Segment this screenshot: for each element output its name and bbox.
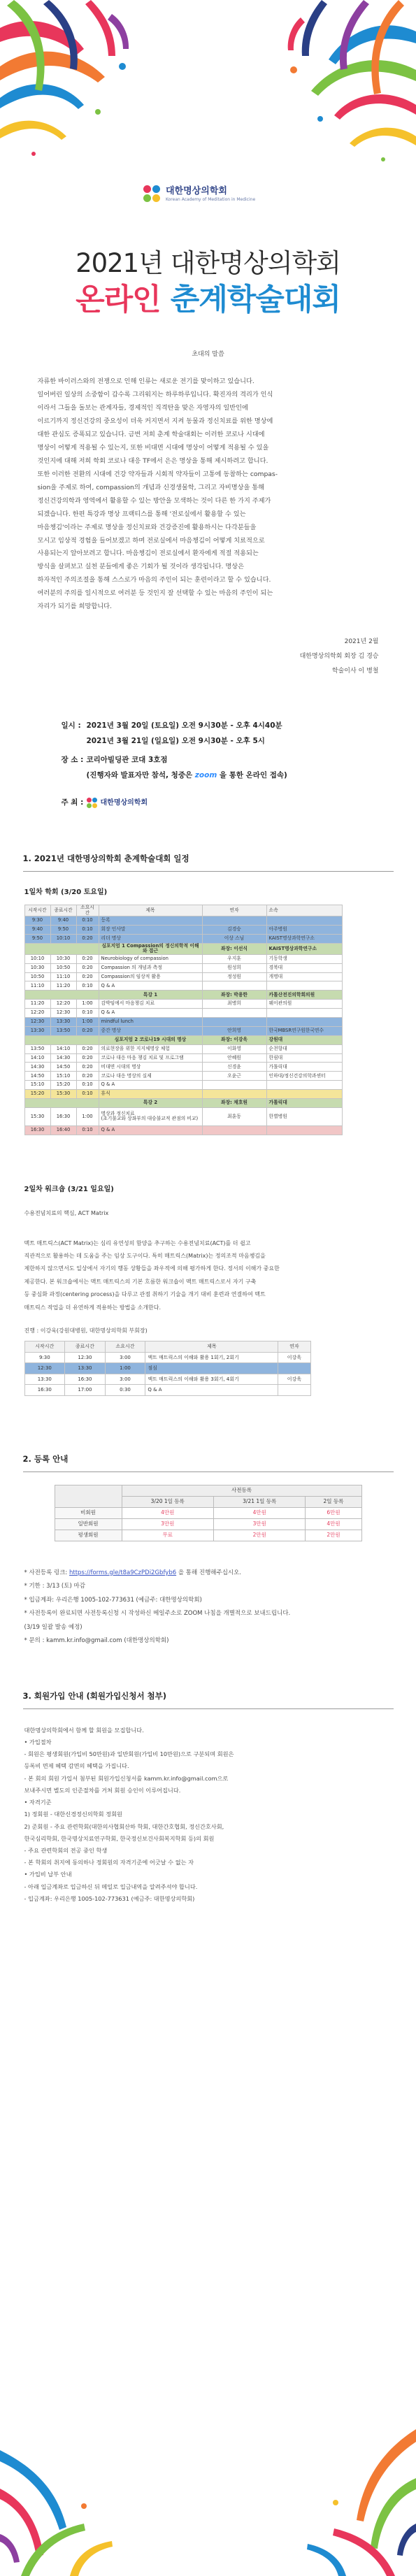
footer-decoration <box>0 2345 416 2576</box>
table-cell: Neurobiology of compassion <box>99 954 202 963</box>
table-cell: Q & A <box>99 1081 202 1090</box>
title-line-2 <box>0 282 416 319</box>
reg-fee-cell: 2만원 <box>306 1530 361 1541</box>
host-logo-icon <box>87 798 98 809</box>
table-cell: 0:10 <box>76 981 99 991</box>
registration-notes <box>23 1567 394 1648</box>
table-cell: 10:10 <box>50 934 76 943</box>
table-cell: 정성원 <box>202 972 266 981</box>
logo-mark-icon <box>143 185 162 203</box>
title-spring-conference: 춘계학술대회 <box>170 282 340 318</box>
table-cell <box>202 1090 266 1099</box>
table-row <box>24 1035 342 1044</box>
table-cell: 1:00 <box>76 1017 99 1026</box>
table-row <box>24 1374 310 1385</box>
table-cell: 14:10 <box>50 1044 76 1053</box>
table-cell: 9:50 <box>50 926 76 935</box>
table-cell: 심포지엄 1 Compassion의 정신의학적 이해와 접근 <box>99 943 202 954</box>
table-cell: 휴식 <box>99 1090 202 1099</box>
zoom-logo: zoom <box>194 770 217 779</box>
table-cell: 11:20 <box>24 1000 50 1009</box>
table-cell: 13:30 <box>50 1017 76 1026</box>
table-cell: 한국MBSR연구원한국연수 <box>266 1026 342 1035</box>
table-row <box>24 916 342 926</box>
table-cell: 리더 명상 <box>99 934 202 943</box>
table-cell <box>202 916 266 926</box>
title-online: 온라인 <box>76 282 161 318</box>
table-cell: 15:30 <box>50 1090 76 1099</box>
schedule-header-cell: 연자 <box>202 905 266 916</box>
table-cell: 가톨릭대 <box>266 1063 342 1072</box>
table-cell: 10:50 <box>24 972 50 981</box>
reg-fee-cell: 6만원 <box>306 1507 361 1518</box>
table-row <box>24 1090 342 1099</box>
schedule-header-cell: 시작시간 <box>24 905 50 916</box>
schedule-section-title: 1. 2021년 대한명상의학회 춘계학술대회 일정 <box>23 853 394 872</box>
table-cell: 액트 매트릭스의 이해와 활용 3회기, 4회기 <box>145 1374 278 1385</box>
table-cell: Q & A <box>145 1385 278 1396</box>
table-cell: 0:20 <box>76 1053 99 1063</box>
table-cell: 12:30 <box>24 1363 65 1374</box>
registration-section <box>23 1453 394 1648</box>
reg-member-type: 비회원 <box>55 1507 122 1518</box>
event-date-2: 2021년 3월 21일 (일요일) 오전 9시30분 - 오후 5시 <box>86 736 265 745</box>
table-cell: 14:50 <box>24 1072 50 1081</box>
table-row <box>24 954 342 963</box>
table-cell: 1:00 <box>105 1363 145 1374</box>
table-cell <box>202 1017 266 1026</box>
table-cell: 특강 1 <box>99 991 202 1000</box>
table-cell <box>266 1081 342 1090</box>
registration-section-title: 2. 등록 안내 <box>23 1453 394 1472</box>
table-cell: 특강 2 <box>99 1098 202 1107</box>
table-cell: 1:00 <box>76 1107 99 1125</box>
table-cell <box>266 1090 342 1099</box>
host-logo <box>87 796 148 811</box>
table-cell: 0:20 <box>76 963 99 972</box>
day1-schedule-table <box>24 905 343 1135</box>
greeting-signature <box>38 635 379 678</box>
table-cell <box>202 1125 266 1135</box>
table-row <box>55 1518 361 1530</box>
schedule-header-row <box>24 905 342 916</box>
event-place: 코리아빌딩관 코대 3호점 <box>86 756 168 765</box>
registration-note: * 사전등록 링크: https://forms.gle/t8a9CzPDi2Gbfyb6 을 통해 진행해주십시오. <box>24 1569 242 1576</box>
table-cell: 0:20 <box>76 1044 99 1053</box>
signature-president: 대한명상의학회 회장 김 경승 <box>299 652 379 660</box>
table-cell: 심포지엄 2 코로나19 시대의 명상 <box>99 1035 202 1044</box>
table-cell: 9:30 <box>24 1352 65 1363</box>
table-cell: 0:10 <box>76 1081 99 1090</box>
day2-header-cell: 시작시간 <box>24 1341 65 1353</box>
reg-fee-cell: 4만원 <box>122 1507 213 1518</box>
table-cell: 9:30 <box>24 916 50 926</box>
table-cell: 11:10 <box>50 972 76 981</box>
table-cell: 좌장: 이강욱 <box>202 1035 266 1044</box>
table-cell: 14:50 <box>50 1063 76 1072</box>
table-cell: 한별병원 <box>266 1107 342 1125</box>
day2-schedule-table <box>24 1341 311 1396</box>
host-name: 대한명상의학회 <box>100 798 148 807</box>
registration-note: * 사전등록이 완료되면 사전등록신청 시 작성하신 메일주소로 ZOOM 나침을 개별적으로 보내드립니다. <box>24 1610 291 1618</box>
table-cell: Q & A <box>99 1125 202 1135</box>
table-cell: 신경윤 <box>202 1063 266 1072</box>
greeting-heading: 초대의 말씀 <box>192 351 224 359</box>
registration-fee-table <box>55 1485 362 1541</box>
table-cell: 0:10 <box>76 916 99 926</box>
table-cell: 13:30 <box>24 1026 50 1035</box>
day2-title: 2일차 워크숍 (3/21 일요일) <box>24 1185 114 1193</box>
table-cell: 17:00 <box>65 1385 106 1396</box>
schedule-header-cell: 소속 <box>266 905 342 916</box>
table-row <box>55 1507 361 1518</box>
table-cell: 우지훈 <box>202 954 266 963</box>
table-cell: 13:30 <box>65 1363 106 1374</box>
table-cell: 비대면 시대의 명상 <box>99 1063 202 1072</box>
event-format: (진행자와 발표자만 참석, 청중은 zoom 을 통한 온라인 접속) <box>86 770 287 779</box>
table-cell: 0:20 <box>76 972 99 981</box>
table-cell <box>266 1125 342 1135</box>
table-cell: 13:50 <box>50 1026 76 1035</box>
table-cell <box>202 981 266 991</box>
table-row <box>24 1053 342 1063</box>
table-cell: 13:50 <box>24 1044 50 1053</box>
table-cell: 15:10 <box>24 1081 50 1090</box>
table-cell: 9:50 <box>24 934 50 943</box>
membership-section-title: 3. 회원가입 안내 (회원가입신청서 첨부) <box>23 1690 394 1709</box>
table-cell: 0:10 <box>76 1009 99 1018</box>
table-row <box>24 1385 310 1396</box>
table-cell: 중간 명상 <box>99 1026 202 1035</box>
table-cell: Q & A <box>99 1009 202 1018</box>
table-cell: 12:30 <box>65 1352 106 1363</box>
table-row <box>24 1000 342 1009</box>
date-label: 일시 : <box>61 721 81 731</box>
table-row <box>24 1026 342 1035</box>
table-cell: 강원대 <box>266 1035 342 1044</box>
table-cell: 16:30 <box>24 1125 50 1135</box>
table-cell: 이강욱 <box>278 1374 310 1385</box>
table-cell: 0:10 <box>76 1090 99 1099</box>
table-cell: 웨이관의원 <box>266 1000 342 1009</box>
table-cell: 10:30 <box>50 954 76 963</box>
header-decoration <box>0 0 416 210</box>
table-cell: 14:10 <box>24 1053 50 1063</box>
table-cell: 3:00 <box>105 1374 145 1385</box>
table-cell: 순천향대 <box>266 1044 342 1053</box>
table-cell: 이상 스님 <box>202 934 266 943</box>
table-cell: mindful lunch <box>99 1017 202 1026</box>
event-date-1: 2021년 3월 20일 (토요일) 오전 9시30분 - 오후 4시40분 <box>86 721 282 731</box>
table-cell: 15:10 <box>50 1072 76 1081</box>
table-cell: 0:20 <box>76 1072 99 1081</box>
table-cell: 15:30 <box>24 1107 50 1125</box>
schedule-header-cell: 소요시간 <box>76 905 99 916</box>
table-cell: 16:40 <box>50 1125 76 1135</box>
table-cell: 가톨릭대 <box>266 1098 342 1107</box>
table-cell: 11:10 <box>24 981 50 991</box>
table-cell: 14:30 <box>24 1063 50 1072</box>
table-cell: 16:30 <box>24 1385 65 1396</box>
table-cell: 인하대/정신건강의학과센터 <box>266 1072 342 1081</box>
table-row <box>24 1081 342 1090</box>
reg-fee-cell: 3만원 <box>122 1518 213 1530</box>
table-row <box>24 1017 342 1026</box>
day2-header-cell: 종료시간 <box>65 1341 106 1353</box>
reg-col-header: 3/20 1일 등록 <box>122 1496 213 1507</box>
table-cell <box>266 981 342 991</box>
table-cell: 16:30 <box>50 1107 76 1125</box>
reg-fee-cell: 무료 <box>122 1530 213 1541</box>
day1-title: 1일차 학회 (3/20 토요일) <box>24 888 108 896</box>
table-cell: 이강욱 <box>278 1352 310 1363</box>
table-cell: 12:20 <box>50 1000 76 1009</box>
table-cell: 최병희 <box>202 1000 266 1009</box>
table-cell: 기동학생 <box>266 954 342 963</box>
table-row <box>24 1072 342 1081</box>
reg-member-type: 일반회원 <box>55 1518 122 1530</box>
schedule-header-cell: 종료시간 <box>50 905 76 916</box>
registration-note: * 입금계좌: 우리은행 1005-102-773631 (예금주: 대한명상의학회) <box>24 1596 202 1604</box>
registration-form-link[interactable]: https://forms.gle/t8a9CzPDi2Gbfyb6 <box>69 1569 177 1576</box>
table-cell: 좌장: 채호원 <box>202 1098 266 1107</box>
table-cell: Compassion의 임상적 활용 <box>99 972 202 981</box>
table-row <box>24 972 342 981</box>
table-row <box>24 963 342 972</box>
table-cell <box>202 1081 266 1090</box>
table-cell: 명상과 정신치료 (초기불교와 상좌부의 대승불교적 관점의 비교) <box>99 1107 202 1125</box>
table-cell <box>266 1017 342 1026</box>
table-row <box>24 1044 342 1053</box>
table-cell <box>266 916 342 926</box>
day2-header-cell: 소요시간 <box>105 1341 145 1353</box>
table-cell: 15:20 <box>50 1081 76 1090</box>
table-row <box>24 1063 342 1072</box>
table-cell: 코로나 대응 마음 챙김 치료 및 프로그램 <box>99 1053 202 1063</box>
table-cell: 좌장: 이선식 <box>202 943 266 954</box>
brush-strokes-bottom <box>0 2345 416 2576</box>
reg-fee-cell: 3만원 <box>213 1518 305 1530</box>
table-row <box>24 1125 342 1135</box>
table-cell: 회장 인사말 <box>99 926 202 935</box>
table-cell: 카톨산전진의학회의원 <box>266 991 342 1000</box>
host-label: 주 최 : <box>61 798 84 807</box>
table-cell: 10:30 <box>24 963 50 972</box>
title-line-1: 2021년 대한명상의학회 <box>76 248 340 278</box>
reg-fee-cell: 2만원 <box>213 1530 305 1541</box>
table-row <box>55 1530 361 1541</box>
table-cell: 3:00 <box>105 1352 145 1363</box>
day2-description: 맥트 매트릭스(ACT Matrix)는 심리 유연성의 함양을 추구하는 수용전념치료(ACT)를 더 쉽고 직관적으로 활용하는 데 도움을 주는 임상 도구이다. 특히 매트릭스(Matrix)는 정의조적 마음챙김을 제한하지 않으면서도 일상에서 자기의 행동 상황들을 좌우적에 의해 평가하게 한다. 정서의 이해가 중요한 제공한다. 본 워크숍에서는 맥트 매트릭스의 기본 흐름한 워크숍이 맥트 매트릭스로서 자기 구축 등 중심화 과정(centering process)을 다루고 관점 취하기 기술을 개기 대비 훈련과 연결하여 맥트 매트릭스 작업을 더 유연하게 적용하는 방법을 소개한다. <box>24 1239 280 1311</box>
table-cell: 경북대 <box>266 963 342 972</box>
schedule-section <box>23 853 394 1396</box>
table-cell <box>24 1035 99 1044</box>
table-cell: 0:30 <box>105 1385 145 1396</box>
table-row <box>24 1352 310 1363</box>
table-cell: 아주병원 <box>266 926 342 935</box>
table-cell: Q & A <box>99 981 202 991</box>
table-cell: 안희영 <box>202 1026 266 1035</box>
table-cell <box>24 1098 99 1107</box>
reg-col-header: 2일 등록 <box>306 1496 361 1507</box>
signature-director: 학술이사 이 병철 <box>331 667 379 675</box>
table-cell: 11:20 <box>50 981 76 991</box>
reg-col-header: 3/21 1일 등록 <box>213 1496 305 1507</box>
reg-fee-cell: 4만원 <box>213 1507 305 1518</box>
table-cell <box>278 1363 310 1374</box>
table-cell: 0:20 <box>76 1026 99 1035</box>
table-cell <box>278 1385 310 1396</box>
table-cell: 12:30 <box>24 1017 50 1026</box>
table-cell: 16:30 <box>65 1374 106 1385</box>
table-cell: 9:40 <box>50 916 76 926</box>
table-cell <box>202 1009 266 1018</box>
table-row <box>24 934 342 943</box>
brush-strokes-top <box>0 0 416 210</box>
event-info <box>62 719 355 811</box>
table-cell: 이화영 <box>202 1044 266 1053</box>
table-cell: 12:20 <box>24 1009 50 1018</box>
day2-header-cell: 제목 <box>145 1341 278 1353</box>
registration-note: * 기한 : 3/13 (토) 마감 <box>24 1583 85 1590</box>
reg-member-type: 평생회원 <box>55 1530 122 1541</box>
greeting-body: 자류한 바이러스와의 전쟁으로 인해 인류는 새로운 전기를 맞이하고 있습니다. 일어버린 일상의 소중함이 갑수록 그리워지는 하루하루입니다. 확진자의 격리가 인식 이라서 그들을 돌보는 관계자들, 경제적인 직격탄을 맞은 자영자의 일반인에 이르기까지 정신건강의 중요성이 더욱 커지면서 지켜 동물과 정신치료를 위한 명상에 대한 관심도 증폭되고 있습니다. 금번 저희 춘계 학술대회는 이러한 코로나 시대에 명상이 어떻게 적용될 수 있는지, 또한 비대면 시대에 명상이 어떻게 적용될 수 있을 것인지에 대해 저희 학회 코로나 대응 TF에서 은은 명상을 통해 제시하려고 합니다. 또한 이러한 전환의 시대에 건강 약자들과 시회적 약자들이 고통에 동참하는 compas- sion을 주제로 하여, compassion의 개념과 신경생물학, 그리고 자비명상을 통해 정신건강의학과 영역에서 활용할 수 있는 방안을 모색하는 것이 다른 한 가지 주제가 되겠습니다. 한편 특강과 명상 프랙티스를 통해 '전로실에서 활용할 수 있는 마음챙김'이라는 주제로 명상을 정신치료와 건강증진에 활용하시는 다각분들을 모시고 임상적 경험을 들어보겠고 하며 전로실에서 마음챙김이 어떻게 치료적으로 사용되는지 알아보려고 합니다. 마음챙김이 전로실에서 환자에게 적절 적용되는 방식을 살펴보고 실천 분들에게 좋은 기회가 될 것이라 생각됩니다. 명상은 하자적인 주의조절을 통해 스스로가 마음의 주인이 되는 훈련이라고 할 수 있습니다. 여러분의 주의를 일시적으로 여러분 등 것인지 잘 선택할 수 있는 마음의 주인이 되는 자리가 되기를 희망합니다. <box>37 377 278 611</box>
table-cell: 의료현장을 위한 지지체명상 체험 <box>99 1044 202 1053</box>
table-row <box>24 1009 342 1018</box>
table-row <box>24 926 342 935</box>
table-cell <box>266 1009 342 1018</box>
table-cell: 최훈동 <box>202 1107 266 1125</box>
table-row <box>24 943 342 954</box>
table-cell: 0:20 <box>76 954 99 963</box>
place-label: 장 소 : <box>61 756 84 765</box>
table-cell: 12:30 <box>50 1009 76 1018</box>
table-cell: 0:20 <box>76 1063 99 1072</box>
reg-header-main: 사전등록 <box>122 1485 361 1496</box>
table-cell: 원성희 <box>202 963 266 972</box>
table-cell: 13:30 <box>24 1374 65 1385</box>
table-row <box>24 991 342 1000</box>
org-name-en: Korean Academy of Meditation in Medicine <box>166 196 256 202</box>
reg-header-empty <box>55 1485 122 1507</box>
table-cell: 9:40 <box>24 926 50 935</box>
membership-section <box>23 1690 394 1905</box>
table-cell: 10:50 <box>50 963 76 972</box>
table-cell: 점심 <box>145 1363 278 1374</box>
registration-note: (3/19 일괄 발송 예정) <box>24 1623 83 1631</box>
table-cell: 코로나 대응 명상의 실제 <box>99 1072 202 1081</box>
table-cell: 한림대 <box>266 1053 342 1063</box>
table-cell: 0:10 <box>76 926 99 935</box>
table-cell <box>24 991 99 1000</box>
table-cell: 14:30 <box>50 1053 76 1063</box>
registration-note: * 문의 : kamm.kr.info@gmail.com (대한명상의학회) <box>24 1637 169 1645</box>
day2-header-cell: 연자 <box>278 1341 310 1353</box>
table-cell: 김경승 <box>202 926 266 935</box>
table-cell: Compassion 의 개념과 측정 <box>99 963 202 972</box>
table-cell: 10:10 <box>24 954 50 963</box>
org-logo <box>143 185 255 203</box>
table-row <box>24 1098 342 1107</box>
table-cell: KAIST명상과학연구소 <box>266 943 342 954</box>
table-cell: KAIST명상과학연구소 <box>266 934 342 943</box>
table-cell: 안혜원 <box>202 1053 266 1063</box>
table-row <box>24 1363 310 1374</box>
table-cell: 오윤근 <box>202 1072 266 1081</box>
table-cell: 좌장: 박용한 <box>202 991 266 1000</box>
table-cell: 15:20 <box>24 1090 50 1099</box>
table-cell: 0:20 <box>76 934 99 943</box>
table-cell: 개명대 <box>266 972 342 981</box>
greeting-date: 2021년 2월 <box>344 638 379 646</box>
day2-chair: 진행 : 이강욱(강원대병원, 대한명상의학회 부회장) <box>24 1327 148 1334</box>
membership-body: 대한명상의학회에서 함께 할 회원을 모집합니다. • 가입절차 - 회원은 평생회원(가입비 50만원)과 일반회원(가입비 10만원)으로 구분되며 회원은 등록비 면제 혜택 감면의 혜택을 가집니다. - 본 회의 회원 가입서 첨부된 회원가입신청서를 kamm.kr.info@gmail.com으로 보내주시면 별도의 인준절차를 거쳐 회원 승인이 이루어집니다. • 자격기준 1) 정회원 - 대한신경정신의학회 정회원 2) 준회원 - 주요 관련학회(대한의사협회산하 학회, 대한간호협회, 정신간호사회, 한국심리학회, 한국명상치료연구학회, 한국정신보건사회복지학회 등)의 회원 - 주요 관련학회의 전공 중인 학생 - 본 학회의 취지에 동의하나 정회원의 자격기준에 어긋날 수 없는 자 • 가입비 납부 안내 - 아래 입금계좌로 입금하신 뒤 메일로 입금내역을 알려주셔야 합니다. - 입금계좌: 우리은행 1005-102-773631 (예금주: 대한명상의학회) <box>24 1726 234 1902</box>
table-cell: 감박임에서 마음챙김 치료 <box>99 1000 202 1009</box>
table-cell: 1:00 <box>76 1000 99 1009</box>
day2-header-row <box>24 1341 310 1353</box>
table-row <box>24 1107 342 1125</box>
table-cell <box>24 943 99 954</box>
schedule-header-cell: 제목 <box>99 905 202 916</box>
table-cell: 액트 매트릭스의 이해와 활용 1회기, 2회기 <box>145 1352 278 1363</box>
reg-fee-cell: 4만원 <box>306 1518 361 1530</box>
day2-subtitle: 수용전념치료의 핵심, ACT Matrix <box>24 1210 109 1217</box>
table-cell: 0:10 <box>76 1125 99 1135</box>
table-row <box>24 981 342 991</box>
org-name: 대한명상의학회 <box>166 186 227 197</box>
table-cell: 등록 <box>99 916 202 926</box>
